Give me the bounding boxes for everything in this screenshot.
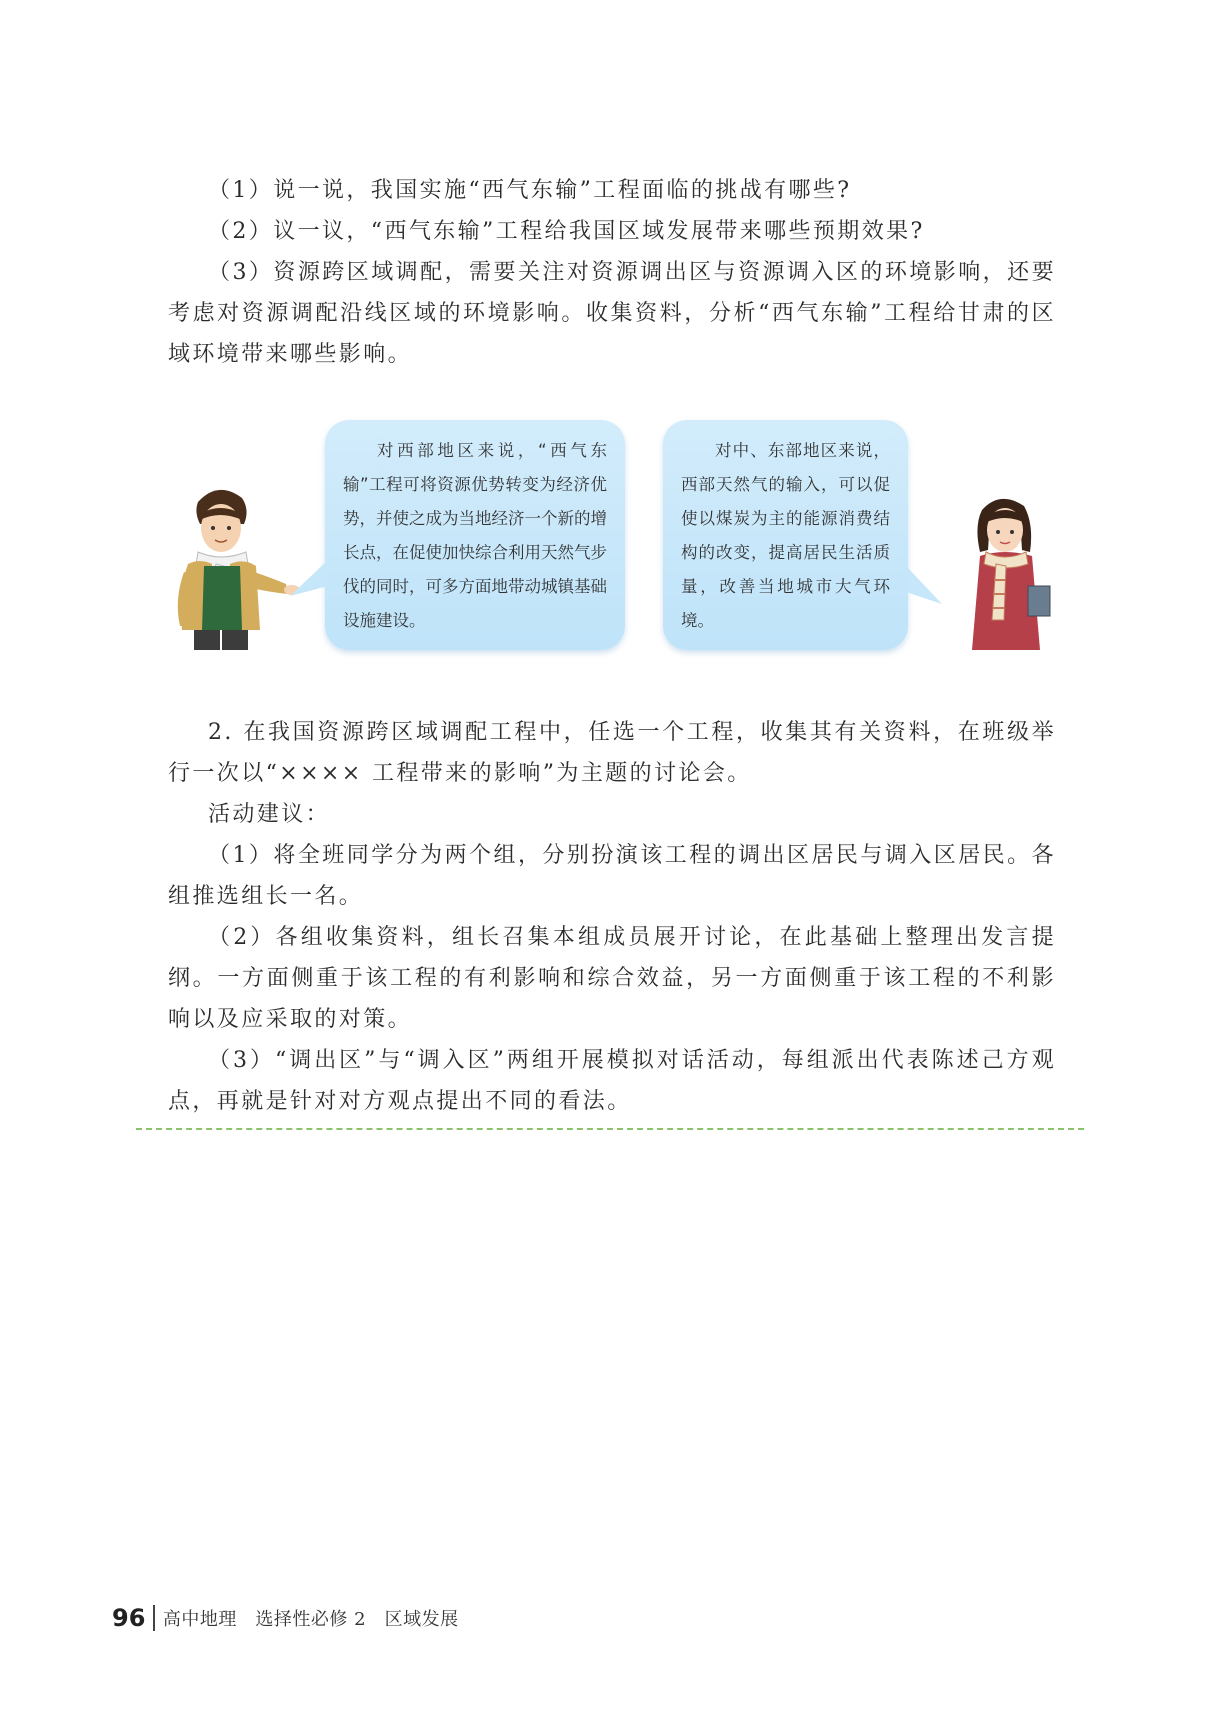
speech-bubble-right-tail	[904, 566, 944, 606]
section-divider	[136, 1128, 1084, 1130]
page-footer	[112, 1600, 459, 1636]
question-3: （3）资源跨区域调配，需要关注对资源调出区与资源调入区的环境影响，还要考虑对资源调配沿线区域的环境影响。收集资料，分析“西气东输”工程给甘肃的区域环境带来哪些影响。	[168, 260, 1056, 367]
activity-suggestion-title: 活动建议：	[208, 802, 331, 827]
speech-bubble-right	[663, 420, 908, 650]
girl-illustration	[960, 490, 1060, 650]
speech-bubble-left-text: 对西部地区来说，“西气东输”工程可将资源优势转变为经济优势，并使之成为当地经济一个新的增长点，在促使加快综合利用天然气步伐的同时，可多方面地带动城镇基础设施建设。	[343, 441, 607, 630]
book-title: 高中地理 选择性必修 2 区域发展	[162, 1609, 459, 1630]
speech-bubble-left-tail	[290, 560, 330, 600]
activity-task-2: 2. 在我国资源跨区域调配工程中，任选一个工程，收集其有关资料，在班级举行一次以“×××× 工程带来的影响”为主题的讨论会。	[168, 720, 1056, 786]
footer-separator	[153, 1605, 155, 1631]
activity-suggestion-3: （3）“调出区”与“调入区”两组开展模拟对话活动，每组派出代表陈述己方观点，再就是针对对方观点提出不同的看法。	[168, 1048, 1056, 1114]
question-2: （2）议一议，“西气东输”工程给我国区域发展带来哪些预期效果?	[208, 219, 925, 244]
boy-illustration	[160, 480, 300, 650]
question-1: （1）说一说，我国实施“西气东输”工程面临的挑战有哪些?	[208, 178, 852, 203]
page-number: 96	[112, 1604, 146, 1632]
speech-bubble-right-text: 对中、东部地区来说，西部天然气的输入，可以促使以煤炭为主的能源消费结构的改变，提高居民生活质量，改善当地城市大气环境。	[681, 441, 890, 630]
activity-suggestion-1: （1）将全班同学分为两个组，分别扮演该工程的调出区居民与调入区居民。各组推选组长一名。	[168, 843, 1056, 909]
activity-suggestion-2: （2）各组收集资料，组长召集本组成员展开讨论，在此基础上整理出发言提纲。一方面侧重于该工程的有利影响和综合效益，另一方面侧重于该工程的不利影响以及应采取的对策。	[168, 925, 1056, 1032]
speech-bubble-left	[325, 420, 625, 650]
